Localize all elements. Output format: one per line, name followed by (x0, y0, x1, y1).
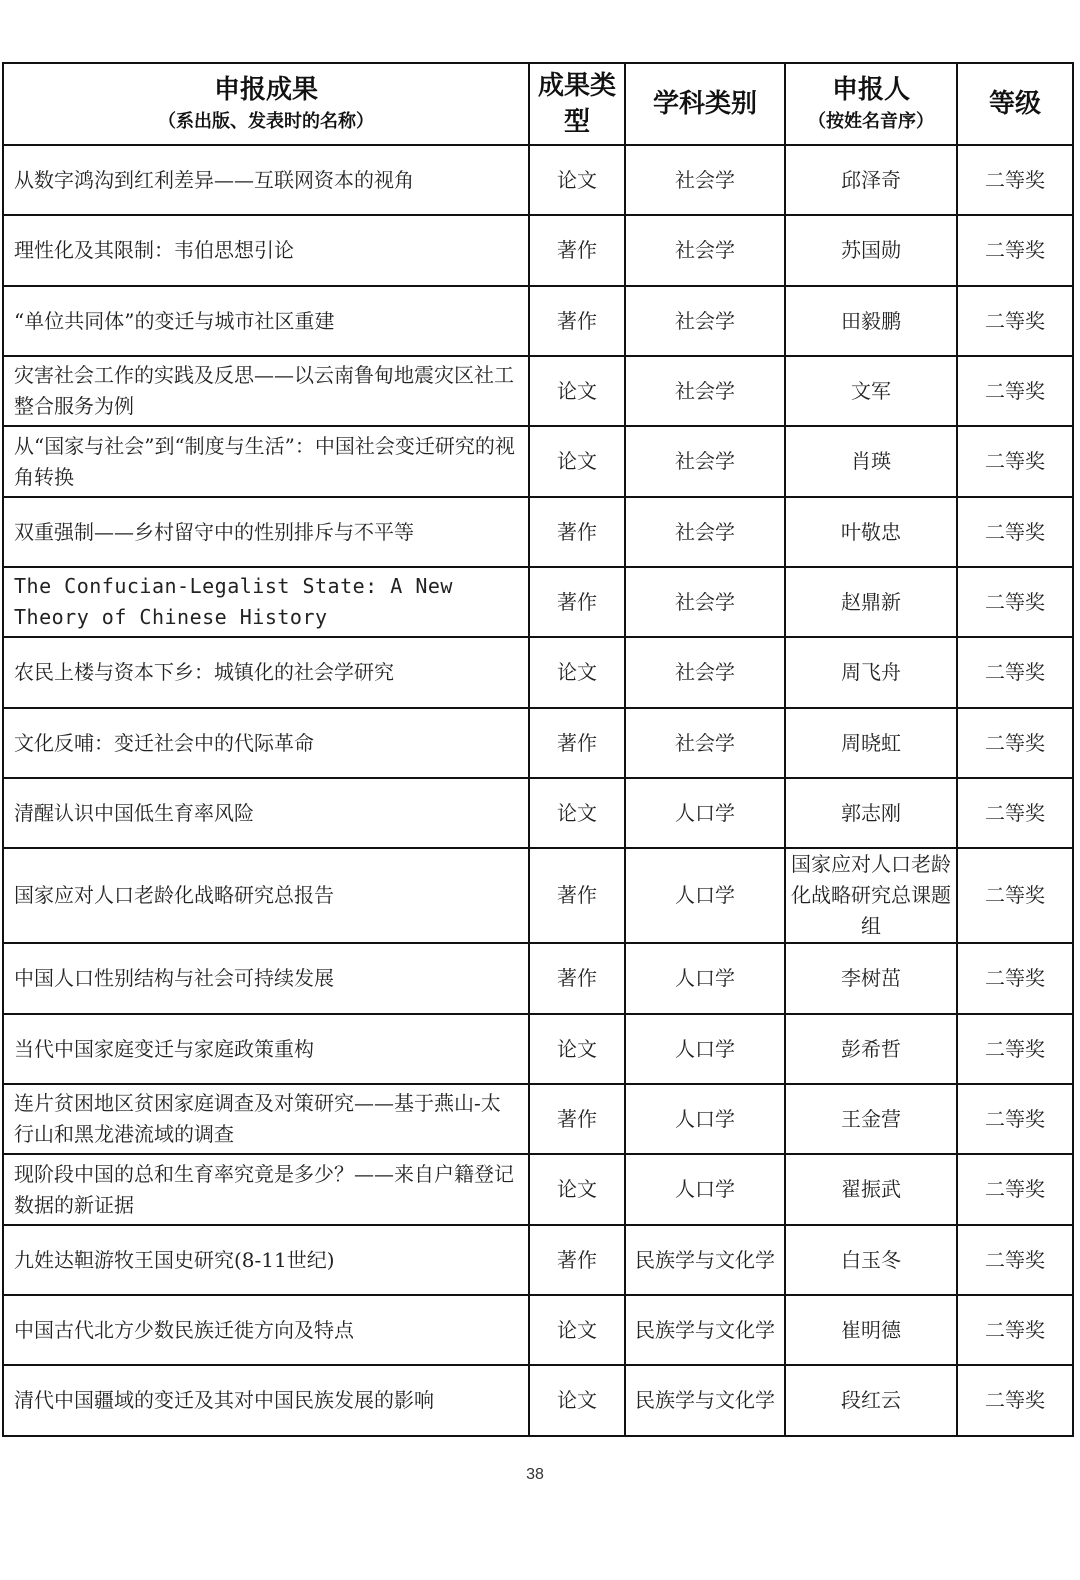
type-cell: 论文 (529, 356, 625, 426)
applicant-cell: 周晓虹 (785, 708, 957, 778)
level-cell: 二等奖 (957, 778, 1073, 848)
table-row (3, 567, 1073, 637)
applicant-cell: 叶敬忠 (785, 497, 957, 567)
title-cell: 中国古代北方少数民族迁徙方向及特点 (3, 1295, 529, 1365)
type-cell: 论文 (529, 145, 625, 215)
applicant-cell: 郭志刚 (785, 778, 957, 848)
type-cell: 著作 (529, 497, 625, 567)
type-cell: 著作 (529, 286, 625, 356)
level-cell: 二等奖 (957, 637, 1073, 708)
type-cell: 论文 (529, 1014, 625, 1084)
table-header-row (3, 63, 1073, 145)
table-body (3, 145, 1073, 1436)
level-cell: 二等奖 (957, 426, 1073, 497)
type-cell: 著作 (529, 567, 625, 637)
type-cell: 论文 (529, 426, 625, 497)
title-cell: 清醒认识中国低生育率风险 (3, 778, 529, 848)
table-row (3, 778, 1073, 848)
level-cell: 二等奖 (957, 215, 1073, 286)
applicant-cell: 赵鼎新 (785, 567, 957, 637)
discipline-cell: 民族学与文化学 (625, 1365, 785, 1436)
type-cell: 著作 (529, 1084, 625, 1154)
type-cell: 著作 (529, 848, 625, 943)
discipline-cell: 人口学 (625, 943, 785, 1014)
level-cell: 二等奖 (957, 1084, 1073, 1154)
level-cell: 二等奖 (957, 1154, 1073, 1225)
header-applicant-title: 申报人 (831, 75, 910, 105)
type-cell: 著作 (529, 1225, 625, 1295)
title-cell: 现阶段中国的总和生育率究竟是多少？——来自户籍登记数据的新证据 (3, 1154, 529, 1225)
title-cell: 文化反哺：变迁社会中的代际革命 (3, 708, 529, 778)
discipline-cell: 社会学 (625, 145, 785, 215)
table-row (3, 426, 1073, 497)
level-cell: 二等奖 (957, 1225, 1073, 1295)
applicant-cell: 邱泽奇 (785, 145, 957, 215)
title-cell: 连片贫困地区贫困家庭调查及对策研究——基于燕山-太行山和黑龙港流域的调查 (3, 1084, 529, 1154)
applicant-cell: 段红云 (785, 1365, 957, 1436)
title-cell: 从“国家与社会”到“制度与生活”：中国社会变迁研究的视角转换 (3, 426, 529, 497)
level-cell: 二等奖 (957, 497, 1073, 567)
table-row (3, 497, 1073, 567)
title-cell: 当代中国家庭变迁与家庭政策重构 (3, 1014, 529, 1084)
awards-table (2, 62, 1074, 1437)
applicant-cell: 王金营 (785, 1084, 957, 1154)
discipline-cell: 人口学 (625, 848, 785, 943)
type-cell: 论文 (529, 637, 625, 708)
table-row (3, 1295, 1073, 1365)
table-row (3, 286, 1073, 356)
level-cell: 二等奖 (957, 943, 1073, 1014)
level-cell: 二等奖 (957, 1014, 1073, 1084)
header-level: 等级 (957, 63, 1073, 145)
applicant-cell: 国家应对人口老龄化战略研究总课题组 (785, 848, 957, 943)
header-achievement-note: （系出版、发表时的名称） (158, 111, 374, 132)
applicant-cell: 翟振武 (785, 1154, 957, 1225)
title-cell: The Confucian-Legalist State: A New Theory of Chinese History (3, 567, 529, 637)
title-cell: 灾害社会工作的实践及反思——以云南鲁甸地震灾区社工整合服务为例 (3, 356, 529, 426)
title-cell: 理性化及其限制：韦伯思想引论 (3, 215, 529, 286)
title-cell: “单位共同体”的变迁与城市社区重建 (3, 286, 529, 356)
discipline-cell: 民族学与文化学 (625, 1295, 785, 1365)
discipline-cell: 社会学 (625, 567, 785, 637)
applicant-cell: 田毅鹏 (785, 286, 957, 356)
table-row (3, 1225, 1073, 1295)
discipline-cell: 社会学 (625, 286, 785, 356)
type-cell: 论文 (529, 1154, 625, 1225)
title-cell: 九姓达靼游牧王国史研究(8-11世纪) (3, 1225, 529, 1295)
table-row (3, 1014, 1073, 1084)
type-cell: 著作 (529, 708, 625, 778)
level-cell: 二等奖 (957, 708, 1073, 778)
type-cell: 论文 (529, 1365, 625, 1436)
title-cell: 清代中国疆域的变迁及其对中国民族发展的影响 (3, 1365, 529, 1436)
discipline-cell: 人口学 (625, 778, 785, 848)
applicant-cell: 文军 (785, 356, 957, 426)
level-cell: 二等奖 (957, 145, 1073, 215)
level-cell: 二等奖 (957, 848, 1073, 943)
title-cell: 双重强制——乡村留守中的性别排斥与不平等 (3, 497, 529, 567)
table-row (3, 145, 1073, 215)
level-cell: 二等奖 (957, 356, 1073, 426)
table-row (3, 943, 1073, 1014)
title-cell: 中国人口性别结构与社会可持续发展 (3, 943, 529, 1014)
table-row (3, 1365, 1073, 1436)
title-cell: 农民上楼与资本下乡：城镇化的社会学研究 (3, 637, 529, 708)
level-cell: 二等奖 (957, 567, 1073, 637)
header-applicant (785, 63, 957, 145)
table-row (3, 848, 1073, 943)
type-cell: 著作 (529, 943, 625, 1014)
level-cell: 二等奖 (957, 1365, 1073, 1436)
header-applicant-note: （按姓名音序） (808, 111, 934, 132)
table-row (3, 1154, 1073, 1225)
discipline-cell: 社会学 (625, 708, 785, 778)
applicant-cell: 彭希哲 (785, 1014, 957, 1084)
type-cell: 著作 (529, 215, 625, 286)
table-row (3, 1084, 1073, 1154)
applicant-cell: 崔明德 (785, 1295, 957, 1365)
applicant-cell: 李树茁 (785, 943, 957, 1014)
table-row (3, 708, 1073, 778)
type-cell: 论文 (529, 778, 625, 848)
discipline-cell: 社会学 (625, 356, 785, 426)
discipline-cell: 民族学与文化学 (625, 1225, 785, 1295)
level-cell: 二等奖 (957, 1295, 1073, 1365)
discipline-cell: 社会学 (625, 497, 785, 567)
header-type: 成果类型 (529, 63, 625, 145)
discipline-cell: 人口学 (625, 1084, 785, 1154)
applicant-cell: 周飞舟 (785, 637, 957, 708)
table-row (3, 637, 1073, 708)
title-cell: 国家应对人口老龄化战略研究总报告 (3, 848, 529, 943)
discipline-cell: 人口学 (625, 1154, 785, 1225)
applicant-cell: 肖瑛 (785, 426, 957, 497)
header-achievement (3, 63, 529, 145)
discipline-cell: 人口学 (625, 1014, 785, 1084)
discipline-cell: 社会学 (625, 637, 785, 708)
title-cell: 从数字鸿沟到红利差异——互联网资本的视角 (3, 145, 529, 215)
header-achievement-title: 申报成果 (213, 75, 318, 105)
applicant-cell: 白玉冬 (785, 1225, 957, 1295)
level-cell: 二等奖 (957, 286, 1073, 356)
discipline-cell: 社会学 (625, 215, 785, 286)
header-discipline: 学科类别 (625, 63, 785, 145)
applicant-cell: 苏国勋 (785, 215, 957, 286)
table-row (3, 356, 1073, 426)
discipline-cell: 社会学 (625, 426, 785, 497)
table-row (3, 215, 1073, 286)
page-number: 38 (526, 1466, 544, 1483)
type-cell: 论文 (529, 1295, 625, 1365)
